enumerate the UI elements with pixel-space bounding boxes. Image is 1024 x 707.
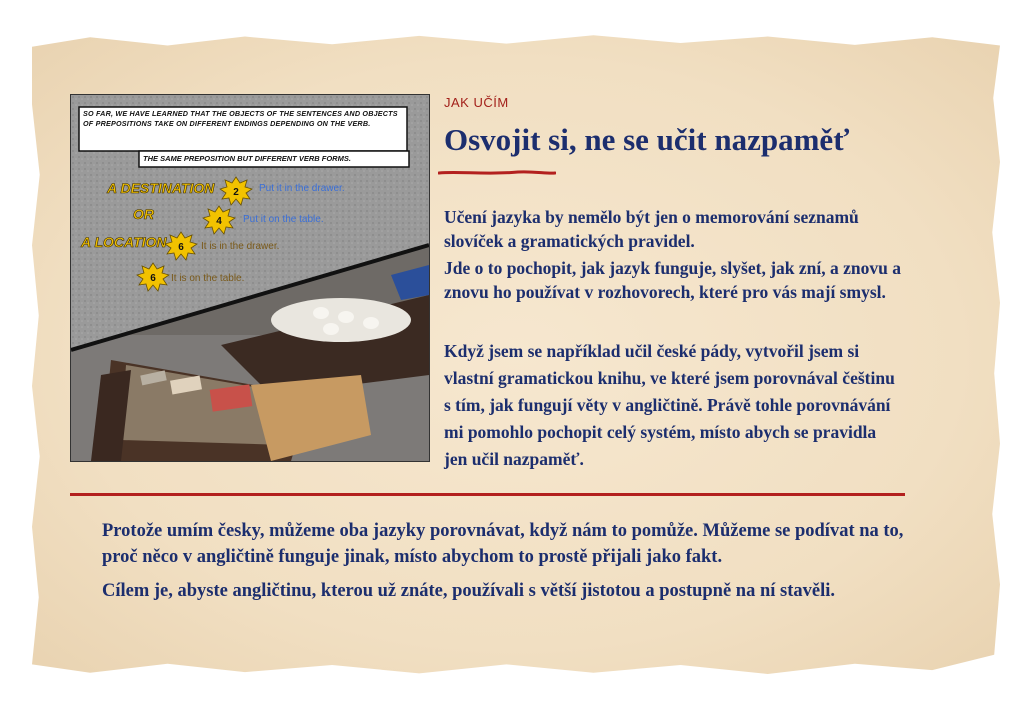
paragraph-1: Učení jazyka by nemělo být jen o memorování seznamů slovíček a gramatických pravidel.: [444, 207, 859, 251]
bottom-paragraph-2: Cílem je, abyste angličtinu, kterou už znáte, používali s větší jistotou a postupně na ní stavěli.: [102, 581, 835, 601]
caption-second: THE SAME PREPOSITION BUT DIFFERENT VERB FORMS.: [143, 154, 351, 163]
example-4: It is on the table.: [171, 273, 245, 284]
caption-top: SO FAR, WE HAVE LEARNED THAT THE OBJECTS OF THE SENTENCES AND OBJECTS OF PREPOSITIONS TAKE ON DIFFERENT ENDINGS DEPENDING ON THE VERB.: [83, 109, 398, 128]
example-3: It is in the drawer.: [201, 241, 280, 252]
svg-text:6: 6: [150, 273, 156, 284]
paragraph-3: Když jsem se například učil české pády, vytvořil jsem si vlastní gramatickou knihu, ve které jsem porovnával češtinu s tím, jak fungují věty v angličtině. Právě tohle porovnávání mi pomohlo pochopit celý systém, místo abych se pravidla jen učil nazpaměť.: [444, 341, 895, 469]
page-title: Osvojit si, ne se učit nazpaměť: [444, 122, 850, 157]
label-or: OR: [133, 206, 154, 222]
section-kicker: JAK UČÍM: [444, 95, 509, 110]
brush-stroke-divider: [438, 170, 556, 176]
label-destination: A DESTINATION: [107, 180, 215, 196]
svg-text:6: 6: [178, 242, 184, 253]
bottom-paragraph-1: Protože umím česky, můžeme oba jazyky porovnávat, když nám to pomůže. Můžeme se podívat na to, proč něco v angličtině funguje jinak, místo abychom to prostě přijali jako fakt.: [102, 521, 904, 567]
label-location: A LOCATION: [81, 234, 167, 250]
svg-text:2: 2: [233, 187, 239, 198]
example-1: Put it in the drawer.: [259, 183, 345, 194]
example-2: Put it on the table.: [243, 214, 324, 225]
section-divider: [70, 493, 905, 496]
svg-text:4: 4: [216, 216, 222, 227]
comic-figure: [70, 94, 430, 462]
paragraph-2: Jde o to pochopit, jak jazyk funguje, slyšet, jak zní, a znovu a znovu ho používat v rozhovorech, které pro vás mají smysl.: [444, 258, 901, 302]
